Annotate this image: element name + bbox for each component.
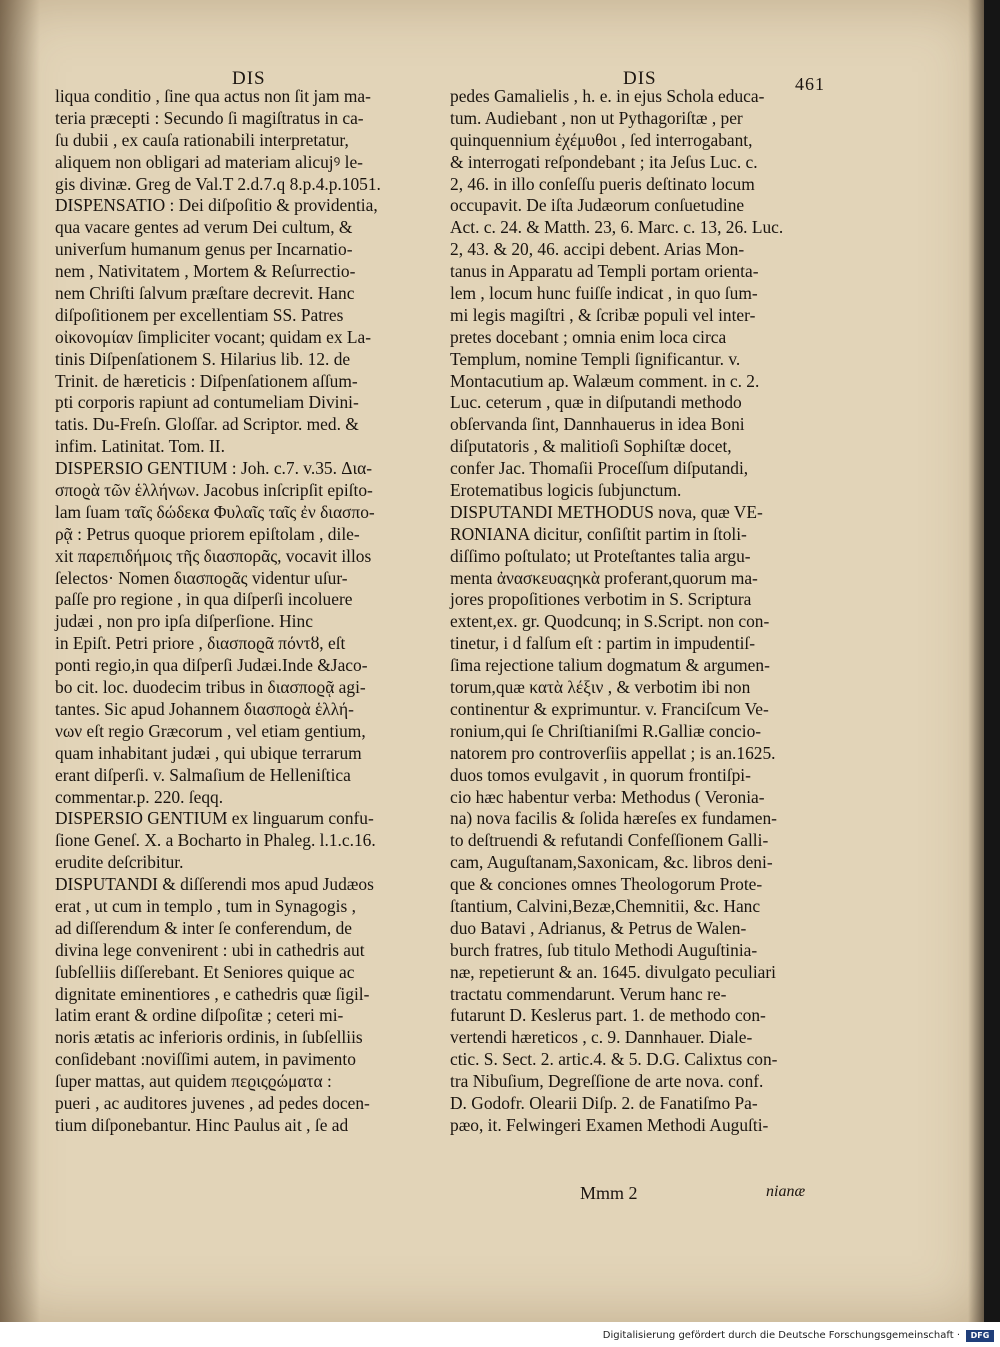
text-line: divina lege convenirent : ubi in cathedris aut <box>55 939 365 960</box>
text-line: D. Godofr. Olearii Diſp. 2. de Fanatiſmo Pa- <box>450 1092 758 1113</box>
page-gutter-shadow <box>0 0 40 1322</box>
text-line: erant diſperſi. v. Salmaſium de Helleniſtica <box>55 764 351 785</box>
text-line: vertendi hæreticos , c. 9. Dannhauer. Diale- <box>450 1027 753 1048</box>
right-text-column <box>450 86 830 1137</box>
text-line: & interrogati reſpondebant ; ita Jeſus Luc. c. <box>450 151 758 172</box>
text-line: judæi , non pro ipſa diſperſione. Hinc <box>55 611 313 632</box>
text-line: lam ſuam ταῖς δώδεκα Φυλαῖς ταῖς ἐν διασπο- <box>55 501 375 522</box>
text-line: ſima rejectione talium dogmatum & argumen- <box>450 655 770 676</box>
text-line: quinquennium ἐχέμυθοι , ſed interrogabant, <box>450 129 753 150</box>
text-line: DISPUTANDI & diſſerendi mos apud Judæos <box>55 874 374 895</box>
text-line: duo Batavi , Adrianus, & Petrus de Walen- <box>450 917 747 938</box>
text-line: torum,quæ κατὰ λέξιν , & verbotim ibi non <box>450 677 751 698</box>
text-line: tatis. Du-Freſn. Gloſſar. ad Scriptor. med. & <box>55 414 359 435</box>
text-line: paſſe pro regione , in qua diſperſi incoluere <box>55 589 353 610</box>
text-line: que & conciones omnes Theologorum Prote- <box>450 874 763 895</box>
text-line: obſervanda ſint, Dannhauerus in idea Boni <box>450 414 745 435</box>
text-line: pueri , ac auditores juvenes , ad pedes docen- <box>55 1092 370 1113</box>
text-line: ſtantium, Calvini,Bezæ,Chemnitii, &c. Hanc <box>450 895 761 916</box>
text-line: extent,ex. gr. Quodcunq; in S.Script. non con- <box>450 611 770 632</box>
text-line: gis divinæ. Greg de Val.T 2.d.7.q 8.p.4.p.1051. <box>55 173 381 194</box>
text-line: in Epiſt. Petri priore , διασποϱᾶ πόντȣ, eſt <box>55 633 346 654</box>
text-line: Act. c. 24. & Matth. 23, 6. Marc. c. 13, 26. Luc. <box>450 217 784 238</box>
text-line: tinis Diſpenſationem S. Hilarius lib. 12. de <box>55 348 351 369</box>
text-line: lem , locum hunc fuiſſe indicat , in quo ſum- <box>450 283 758 304</box>
text-line: οἰκονομίαν ſimpliciter vocant; quidam ex La- <box>55 326 372 347</box>
text-line: nem Chriſti ſalvum præſtare decrevit. Hanc <box>55 283 355 304</box>
text-line: xit παρεπιδήμοις τῆς διασπορᾶς, vocavit illos <box>55 545 372 566</box>
text-line: Luc. ceterum , quæ in diſputandi methodo <box>450 392 742 413</box>
text-line: menta ἀνασκευαςηκὰ proferant,quorum ma- <box>450 567 758 588</box>
text-line: RONIANA dicitur, conſiſtit partim in ſtoli- <box>450 523 747 544</box>
text-line: pedes Gamalielis , h. e. in ejus Schola educa- <box>450 86 765 106</box>
text-line: continentur & exprimuntur. v. Franciſcum Ve- <box>450 698 769 719</box>
text-line: Montacutium ap. Walæum comment. in c. 2. <box>450 370 760 391</box>
text-line: conſidebant :noviſſimi autem, in pavimento <box>55 1049 356 1070</box>
footer-credit-text: Digitalisierung gefördert durch die Deutsche Forschungsgemeinschaft · <box>602 1330 960 1341</box>
text-line: pæo, it. Felwingeri Examen Methodi Auguſti- <box>450 1114 769 1135</box>
text-line: natorem pro controverſiis appellat ; is an.1625. <box>450 742 776 763</box>
text-line: tra Nibuſium, Degreſſione de arte nova. conf. <box>450 1071 764 1092</box>
text-line: ad diſſerendum & inter ſe conferendum, de <box>55 917 352 938</box>
text-line: cam, Auguſtanam,Saxonicam, &c. libros deni- <box>450 852 773 873</box>
text-line: dignitate eminentiores , e cathedris quæ ſigil- <box>55 983 370 1004</box>
text-line: bo cit. loc. duodecim tribus in διασποϱᾷ agi- <box>55 677 366 698</box>
text-line: liqua conditio , ſine qua actus non ſit jam ma- <box>55 86 371 106</box>
text-line: nem , Nativitatem , Mortem & Reſurrectio- <box>55 261 356 282</box>
text-line: ronium,qui ſe Chriſtianiſmi R.Galliæ concio- <box>450 720 762 741</box>
text-line: cio hæc habentur verba: Methodus ( Veronia- <box>450 786 765 807</box>
text-line: erat , ut cum in templo , tum in Synagogis , <box>55 895 356 916</box>
text-line: DISPENSATIO : Dei diſpoſitio & providentia, <box>55 195 378 216</box>
text-line: aliquem non obligari ad materiam alicujꝰ le- <box>55 151 363 172</box>
text-line: infim. Latinitat. Tom. II. <box>55 436 225 457</box>
text-line: diſputatoris , & malitioſi Sophiſtæ docet, <box>450 436 732 457</box>
text-line: jores propoſitiones verbotim in S. Scriptura <box>450 589 752 610</box>
text-line: tum. Audiebant , non ut Pythagoriſtæ , per <box>450 107 743 128</box>
dfg-logo: DFG <box>966 1330 994 1342</box>
text-line: Erotematibus logicis ſubjunctum. <box>450 480 682 501</box>
page-number: 461 <box>795 74 825 94</box>
text-line: ρᾷ : Petrus quoque priorem epiſtolam , dile- <box>55 523 360 544</box>
text-line: DISPERSIO GENTIUM ex linguarum confu- <box>55 808 374 829</box>
text-line: latim erant & ordine diſpoſitæ ; ceteri mi- <box>55 1005 344 1026</box>
text-line: Templum, nomine Templi ſignificantur. v. <box>450 348 741 369</box>
text-line: na) nova facilis & ſolida hæreſes ex fundamen- <box>450 808 777 829</box>
text-line: univerſum humanum genus per Incarnatio- <box>55 239 353 260</box>
text-line: tium diſponebantur. Hinc Paulus ait , ſe ad <box>55 1114 349 1135</box>
text-line: ponti regio,in qua diſperſi Judæi.Inde &Jaco- <box>55 655 368 676</box>
text-line: ſubſelliis diſſerebant. Et Seniores quique ac <box>55 961 355 982</box>
text-line: ſione Geneſ. X. a Bocharto in Phaleg. l.1.c.16. <box>55 830 376 851</box>
text-line: qua vacare gentes ad verum Dei cultum, & <box>55 217 353 238</box>
text-line: commentar.p. 220. ſeqq. <box>55 786 224 807</box>
text-line: ctic. S. Sect. 2. artic.4. & 5. D.G. Calixtus con- <box>450 1049 778 1070</box>
text-line: 2, 43. & 20, 46. accipi debent. Arias Mon- <box>450 239 745 260</box>
text-line: erudite deſcribitur. <box>55 852 184 873</box>
text-line: tanus in Apparatu ad Templi portam orienta- <box>450 261 759 282</box>
text-line: ſelectos· Nomen διασποϱᾶς videntur uſur- <box>55 567 348 588</box>
text-line: diſpoſitionem per excellentiam SS. Patres <box>55 304 344 325</box>
text-line: noris ætatis ac inferioris ordinis, in ſubſelliis <box>55 1027 363 1048</box>
text-line: tinetur, i d falſum eſt : partim in impudentiſ- <box>450 633 756 654</box>
signature-mark: Mmm 2 <box>580 1183 638 1203</box>
text-line: DISPERSIO GENTIUM : Joh. c.7. v.35. Δια- <box>55 458 373 479</box>
left-running-head: DIS <box>232 68 266 89</box>
right-running-head: DIS <box>623 68 657 89</box>
text-line: næ, repetierunt & an. 1645. divulgato peculiari <box>450 961 776 982</box>
text-line: pti corporis rapiunt ad contumeliam Divini- <box>55 392 359 413</box>
text-line: burch fratres, ſub titulo Methodi Auguſtinia- <box>450 939 758 960</box>
text-line: tantes. Sic apud Johannem διασποϱὰ ἑλλή- <box>55 698 354 719</box>
text-line: σποϱὰ τῶν ἑλλήνων. Jacobus inſcripſit epiſto- <box>55 480 373 501</box>
text-line: futarunt D. Keslerus part. 1. de methodo con- <box>450 1005 766 1026</box>
text-line: Trinit. de hæreticis : Diſpenſationem aſſum- <box>55 370 358 391</box>
text-line: pretes docebant ; omnia enim loca circa <box>450 326 727 347</box>
text-line: duos tomos evulgavit , in quorum frontiſpi- <box>450 764 751 785</box>
catchword: nianæ <box>766 1183 806 1200</box>
text-line: tractatu commendarunt. Verum hanc re- <box>450 983 727 1004</box>
text-line: mi legis magiſtri , & ſcribæ populi vel inter- <box>450 304 756 325</box>
page-edge-shadow <box>968 0 984 1322</box>
text-line: ſuper mattas, aut quidem πεϱιςϱώματα : <box>55 1071 332 1092</box>
text-line: confer Jac. Thomaſii Proceſſum diſputandi, <box>450 458 749 479</box>
text-line: quam inhabitant judæi , qui ubique terrarum <box>55 742 362 763</box>
text-line: DISPUTANDI METHODUS nova, quæ VE- <box>450 501 763 522</box>
text-line: occupavit. De iſta Judæorum conſuetudine <box>450 195 745 216</box>
text-line: teria præcepti : Secundo ſi magiſtratus in ca- <box>55 107 364 128</box>
text-line: ſu dubii , ex cauſa rationabili interpretatur, <box>55 129 349 150</box>
text-line: 2, 46. in illo conſeſſu pueris deſtinato locum <box>450 173 755 194</box>
left-text-column <box>55 86 440 1137</box>
text-line: νων eſt regio Græcorum , vel etiam gentium, <box>55 720 366 741</box>
text-line: to deſtruendi & refutandi Confeſſionem Galli- <box>450 830 769 851</box>
text-line: diſſimo poſtulato; ut Proteſtantes talia argu- <box>450 545 751 566</box>
